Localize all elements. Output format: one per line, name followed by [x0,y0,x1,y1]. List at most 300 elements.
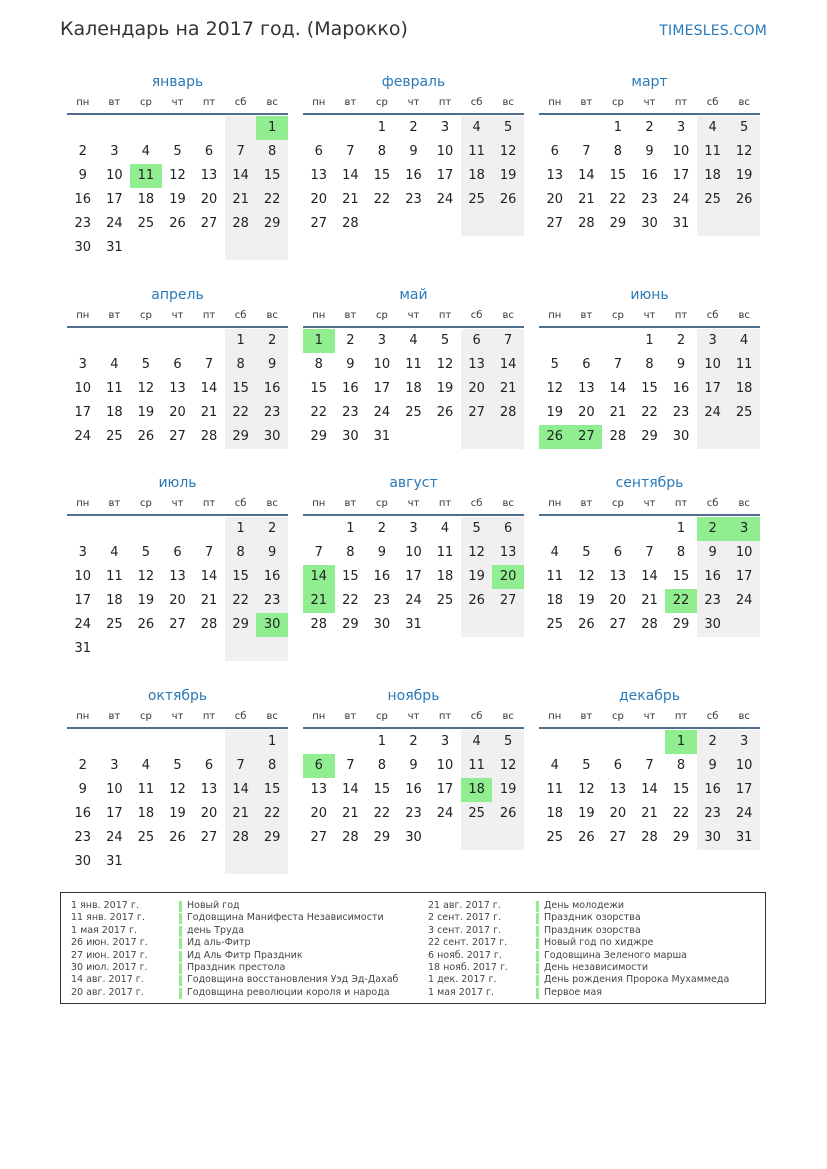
day-cell: 5 [582,545,591,560]
day-cell: 26 [137,429,155,444]
weekday-label: вт [580,711,593,722]
day-cell: 14 [609,381,627,396]
day-cell: 16 [74,192,92,207]
day-cell: 16 [373,569,391,584]
day-cell: 27 [546,216,564,231]
day-cell: 10 [728,541,760,565]
day-cell: 9 [697,754,729,778]
empty-cell [193,517,225,541]
holiday-day-cell: 22 [665,589,697,613]
month-calendar [303,71,524,236]
legend-row [71,925,421,937]
day-cell: 6 [461,329,493,353]
empty-cell [492,826,524,850]
empty-cell [162,637,194,661]
empty-cell [634,517,666,541]
day-cell: 1 [225,329,257,353]
day-cell: 4 [440,521,450,536]
legend-row [71,962,421,974]
day-cell: 23 [373,593,391,608]
legend-date: 21 авг. 2017 г. [428,900,501,911]
holiday-day-cell: 21 [303,589,335,613]
weekday-header [67,494,288,516]
day-cell: 25 [546,617,564,632]
day-cell: 9 [78,168,87,183]
day-cell: 27 [492,589,524,613]
day-cell: 21 [200,593,218,608]
day-cell: 1 [377,734,387,749]
day-cell: 13 [609,782,627,797]
weekday-header [303,707,524,729]
day-cell: 1 [377,120,387,135]
empty-cell [256,236,288,260]
day-cell: 8 [346,545,355,560]
weekday-header [303,494,524,516]
legend-row [428,937,758,949]
legend-date: 1 дек. 2017 г. [428,974,497,986]
day-cell: 27 [200,830,218,845]
day-cell: 18 [137,806,155,821]
day-cell: 7 [645,545,654,560]
day-cell: 22 [373,192,391,207]
day-cell: 23 [256,589,288,613]
day-cell: 30 [342,429,359,444]
legend-date: 22 сент. 2017 г. [428,937,508,949]
day-cell: 12 [169,782,186,797]
day-cell: 15 [256,778,288,802]
month-name: август [389,475,438,491]
day-cell: 24 [728,802,760,826]
weekday-header [539,707,760,729]
legend-color-marker [536,938,539,949]
day-cell: 11 [697,140,729,164]
day-cell: 20 [609,806,627,821]
day-cell: 27 [310,216,328,231]
day-cell: 7 [346,144,355,159]
day-cell: 29 [672,617,690,632]
legend-color-marker [536,901,539,912]
empty-cell [366,212,398,236]
weekday-label: вс [502,97,514,108]
day-cell: 16 [641,168,658,183]
day-cell: 13 [200,168,218,183]
weekday-label: ср [611,310,624,321]
legend-row [71,950,421,962]
day-cell: 17 [436,168,454,183]
day-cell: 22 [310,405,328,420]
legend-date: 6 нояб. 2017 г. [428,949,502,961]
day-cell: 24 [672,192,690,207]
day-cell: 5 [550,357,559,372]
legend-date: 18 нояб. 2017 г. [428,961,508,973]
days-grid [539,329,760,449]
empty-cell [602,517,634,541]
day-cell: 21 [609,405,627,420]
weekday-label: пт [202,711,216,722]
month-name: март [631,74,668,90]
day-cell: 30 [697,826,729,850]
legend-holiday-name: Ид Аль Фитр Праздник [187,949,303,961]
day-cell: 6 [173,357,182,372]
legend-color-marker [536,963,539,974]
day-cell: 14 [225,778,257,802]
weekday-header [539,494,760,516]
day-cell: 13 [546,168,564,183]
weekday-label: вс [502,498,514,509]
weekday-label: ср [375,498,388,509]
day-cell: 27 [609,830,627,845]
weekday-label: вс [266,498,278,509]
day-cell: 10 [405,545,422,560]
legend-color-marker [179,901,182,912]
weekday-label: сб [470,498,483,509]
legend-holiday-name: Годовщина восстановления Уэд Эд-Дахаб [187,974,399,986]
days-grid [67,730,288,874]
day-cell: 7 [204,545,214,560]
day-cell: 24 [74,429,92,444]
legend-holiday-name: День рождения Пророка Мухаммеда [544,974,730,986]
day-cell: 25 [461,188,493,212]
day-cell: 29 [256,826,288,850]
weekday-label: вт [108,711,121,722]
day-cell: 7 [582,144,591,159]
day-cell: 2 [697,730,729,754]
empty-cell [130,730,162,754]
month-calendar [303,472,524,637]
day-cell: 26 [137,617,155,632]
weekday-label: пт [674,310,688,321]
day-cell: 4 [409,333,418,348]
day-cell: 21 [641,806,658,821]
day-cell: 30 [373,617,391,632]
day-cell: 25 [137,830,155,845]
day-cell: 11 [546,782,564,797]
month-calendar [67,685,288,874]
empty-cell [697,425,729,449]
weekday-header [539,93,760,115]
day-cell: 17 [373,381,391,396]
day-cell: 17 [106,806,123,821]
day-cell: 28 [578,216,595,231]
day-cell: 12 [546,381,564,396]
day-cell: 8 [645,357,654,372]
day-cell: 8 [256,140,288,164]
day-cell: 14 [641,782,658,797]
day-cell: 28 [225,826,257,850]
day-cell: 20 [169,405,186,420]
empty-cell [193,850,225,874]
day-cell: 23 [641,192,658,207]
day-cell: 15 [672,569,690,584]
day-cell: 5 [728,116,760,140]
weekday-label: вс [502,310,514,321]
day-cell: 18 [546,593,564,608]
day-cell: 9 [676,357,686,372]
day-cell: 28 [342,216,359,231]
day-cell: 1 [346,521,355,536]
weekday-header [303,306,524,328]
day-cell: 23 [256,401,288,425]
empty-cell [225,637,257,661]
day-cell: 3 [440,120,450,135]
day-cell: 22 [256,802,288,826]
day-cell: 21 [200,405,218,420]
day-cell: 25 [405,405,422,420]
weekday-label: пн [76,310,90,321]
weekday-label: пт [202,498,216,509]
day-cell: 2 [78,758,87,773]
day-cell: 13 [609,569,627,584]
weekday-label: сб [706,498,719,509]
legend-column-right [428,900,758,999]
site-link[interactable]: TIMESLES.COM [659,23,767,39]
day-cell: 23 [74,216,92,231]
day-cell: 14 [342,782,359,797]
day-cell: 4 [461,116,493,140]
day-cell: 25 [546,830,564,845]
day-cell: 6 [582,357,591,372]
day-cell: 9 [377,545,387,560]
empty-cell [256,637,288,661]
month-calendar [67,284,288,449]
day-cell: 26 [492,802,524,826]
month-name: сентябрь [615,475,684,491]
day-cell: 6 [173,545,182,560]
holiday-day-cell: 20 [492,565,524,589]
day-cell: 8 [377,758,387,773]
day-cell: 31 [373,429,391,444]
day-cell: 28 [641,830,658,845]
legend-holiday-name: Праздник озорства [544,924,641,936]
days-grid [67,329,288,449]
legend-holiday-name: день Труда [187,924,245,936]
day-cell: 26 [169,830,186,845]
days-grid [539,730,760,850]
day-cell: 18 [436,569,454,584]
legend-column-left [71,900,421,999]
legend-holiday-name: Годовщина революции короля и народа [187,986,390,998]
day-cell: 17 [106,192,123,207]
legend-color-marker [179,975,182,986]
empty-cell [602,730,634,754]
legend-color-marker [179,963,182,974]
weekday-label: ср [375,310,388,321]
day-cell: 6 [492,517,524,541]
legend-date: 20 авг. 2017 г. [71,986,144,998]
legend-row [428,987,758,999]
legend-color-marker [179,926,182,937]
day-cell: 5 [440,333,450,348]
weekday-label: вт [580,310,593,321]
weekday-label: пт [674,97,688,108]
day-cell: 19 [578,806,595,821]
day-cell: 10 [74,381,92,396]
empty-cell [335,116,367,140]
day-cell: 9 [409,144,418,159]
weekday-label: ср [139,97,152,108]
empty-cell [225,850,257,874]
day-cell: 19 [546,405,564,420]
empty-cell [728,212,760,236]
day-cell: 28 [342,830,359,845]
legend-holiday-name: Ид аль-Фитр [187,937,251,949]
day-cell: 23 [697,589,729,613]
month-calendar [67,71,288,260]
day-cell: 10 [436,758,454,773]
day-cell: 17 [74,593,92,608]
empty-cell [539,329,571,353]
month-name: июль [158,475,197,491]
day-cell: 5 [141,357,151,372]
empty-cell [99,730,131,754]
day-cell: 27 [169,429,186,444]
day-cell: 11 [461,754,493,778]
legend-row [71,937,421,949]
day-cell: 15 [342,569,359,584]
day-cell: 17 [74,405,92,420]
weekday-label: чт [407,310,420,321]
day-cell: 12 [169,168,186,183]
day-cell: 2 [409,734,418,749]
weekday-label: вт [344,498,357,509]
legend-date: 2 сент. 2017 г. [428,912,502,924]
day-cell: 18 [405,381,422,396]
month-calendar [67,472,288,661]
legend-holiday-name: День независимости [544,961,649,973]
month-calendar [539,685,760,850]
day-cell: 24 [728,589,760,613]
day-cell: 6 [314,144,323,159]
month-name: январь [151,74,204,90]
days-grid [303,730,524,850]
weekday-label: чт [643,97,656,108]
legend-color-marker [536,975,539,986]
legend-color-marker [179,938,182,949]
day-cell: 20 [609,593,627,608]
days-grid [539,517,760,637]
day-cell: 20 [578,405,595,420]
day-cell: 20 [461,377,493,401]
day-cell: 7 [204,357,214,372]
day-cell: 24 [436,192,454,207]
day-cell: 27 [609,617,627,632]
day-cell: 29 [256,212,288,236]
day-cell: 11 [546,569,564,584]
weekday-label: ср [611,498,624,509]
day-cell: 15 [672,782,690,797]
legend-date: 1 янв. 2017 г. [71,900,139,911]
weekday-label: сб [234,498,247,509]
month-name: октябрь [147,688,208,704]
day-cell: 25 [728,401,760,425]
day-cell: 31 [106,854,123,869]
legend-holiday-name: Праздник озорства [544,912,641,924]
empty-cell [728,425,760,449]
weekday-header [539,306,760,328]
holiday-day-cell: 26 [539,425,571,449]
day-cell: 22 [672,806,690,821]
day-cell: 20 [310,806,328,821]
day-cell: 16 [672,381,690,396]
day-cell: 10 [728,754,760,778]
empty-cell [461,212,493,236]
day-cell: 14 [200,569,218,584]
weekday-label: пн [312,310,326,321]
day-cell: 15 [256,164,288,188]
day-cell: 30 [74,854,92,869]
day-cell: 8 [676,758,686,773]
legend-date: 30 июл. 2017 г. [71,961,148,973]
day-cell: 28 [225,212,257,236]
day-cell: 7 [645,758,654,773]
day-cell: 11 [728,353,760,377]
empty-cell [99,517,131,541]
day-cell: 29 [225,425,257,449]
weekday-label: пт [674,498,688,509]
day-cell: 22 [342,593,359,608]
empty-cell [99,637,131,661]
day-cell: 30 [697,613,729,637]
day-cell: 3 [110,144,119,159]
day-cell: 25 [436,593,454,608]
day-cell: 16 [342,381,359,396]
day-cell: 28 [310,617,328,632]
day-cell: 26 [169,216,186,231]
empty-cell [398,212,430,236]
day-cell: 27 [310,830,328,845]
day-cell: 23 [697,802,729,826]
day-cell: 19 [137,593,155,608]
weekday-label: чт [407,711,420,722]
legend-holiday-name: День молодежи [544,900,625,911]
day-cell: 9 [645,144,654,159]
day-cell: 21 [342,806,359,821]
day-cell: 13 [169,569,186,584]
day-cell: 13 [200,782,218,797]
holiday-day-cell: 14 [303,565,335,589]
day-cell: 27 [169,617,186,632]
empty-cell [335,730,367,754]
weekday-label: пн [548,498,562,509]
holiday-day-cell: 1 [256,116,288,140]
weekday-label: сб [234,711,247,722]
weekday-label: пн [548,97,562,108]
holiday-day-cell: 30 [256,613,288,637]
weekday-label: пн [312,97,326,108]
day-cell: 20 [169,593,186,608]
holiday-day-cell: 3 [728,517,760,541]
month-calendar [539,284,760,449]
day-cell: 13 [492,541,524,565]
day-cell: 4 [697,116,729,140]
empty-cell [461,613,493,637]
day-cell: 2 [409,120,418,135]
days-grid [539,116,760,236]
day-cell: 18 [137,192,155,207]
day-cell: 31 [106,240,123,255]
empty-cell [193,637,225,661]
empty-cell [256,850,288,874]
day-cell: 15 [373,782,391,797]
day-cell: 26 [728,188,760,212]
empty-cell [193,116,225,140]
legend-row [71,912,421,924]
weekday-label: сб [706,97,719,108]
legend-holiday-name: Годовщина Манифеста Независимости [187,912,384,924]
day-cell: 22 [609,192,627,207]
day-cell: 8 [314,357,323,372]
day-cell: 8 [613,144,623,159]
